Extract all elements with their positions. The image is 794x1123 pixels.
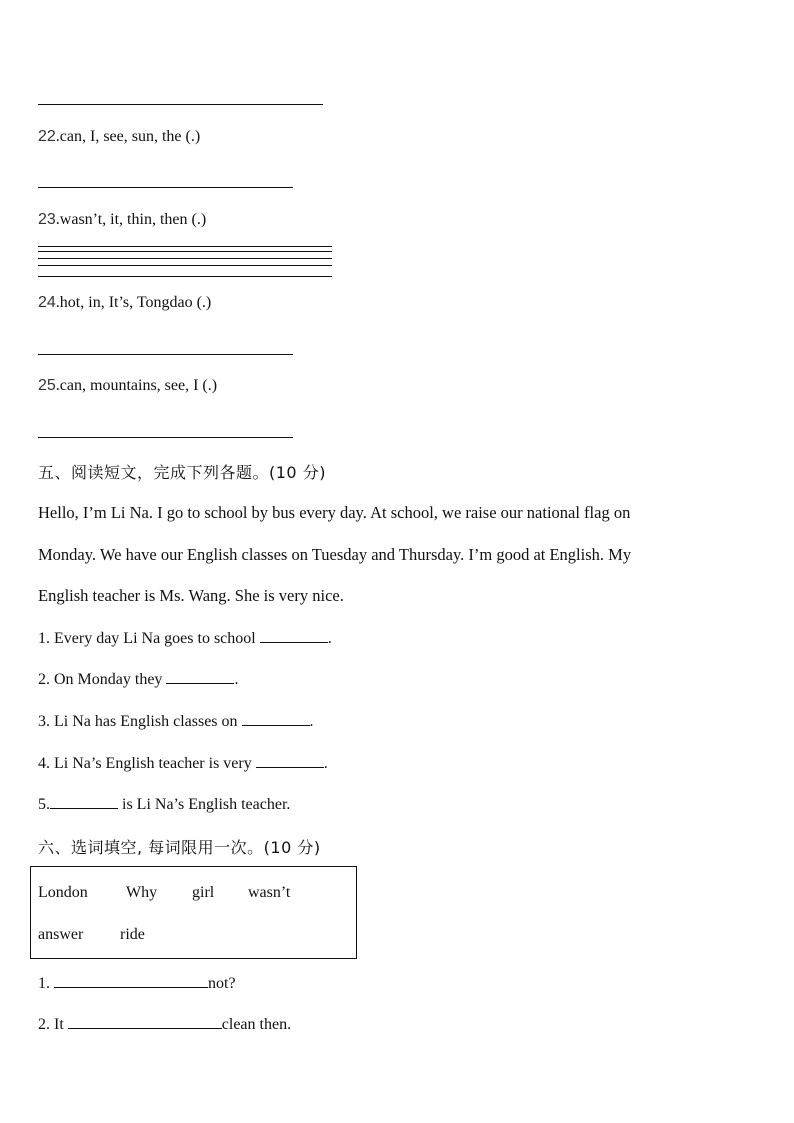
answer-blank[interactable] [166, 669, 234, 684]
question-text: .can, I, see, sun, the (.) [55, 128, 201, 145]
section-6-heading: 六、选词填空, 每词限用一次。(10 分) [38, 838, 321, 857]
reading-question-1 [38, 628, 332, 648]
question-text-end: . [323, 755, 328, 772]
answer-line-23b [38, 251, 332, 252]
question-23 [38, 211, 206, 229]
question-text: 5. [38, 796, 50, 813]
question-text: 2. On Monday they [38, 671, 167, 688]
answer-line-24[interactable] [38, 354, 293, 355]
question-number: 24 [38, 294, 56, 311]
word-bank-item: wasn’t [248, 884, 291, 901]
question-text: .hot, in, It’s, Tongdao (.) [55, 294, 212, 311]
word-bank-item: Why [126, 884, 158, 901]
fill-question-2 [38, 1014, 291, 1034]
answer-blank[interactable] [242, 711, 310, 726]
word-bank-item: girl [192, 884, 215, 901]
reading-question-3 [38, 711, 314, 731]
word-bank-item: London [38, 884, 88, 901]
reading-question-2 [38, 669, 238, 689]
question-number: 23 [38, 211, 56, 228]
question-24 [38, 294, 211, 312]
answer-blank[interactable] [260, 628, 328, 643]
answer-line-23d [38, 265, 332, 266]
word-bank-item: ride [120, 926, 145, 943]
question-text-end: . [309, 713, 314, 730]
question-text: 2. It [38, 1016, 68, 1033]
question-text: .can, mountains, see, I (.) [55, 377, 218, 394]
question-text: 1. Every day Li Na goes to school [38, 630, 260, 647]
question-text: 4. Li Na’s English teacher is very [38, 755, 256, 772]
question-number: 22 [38, 128, 56, 145]
question-number: 25 [38, 377, 56, 394]
question-text-end: not? [208, 975, 236, 992]
question-text-end: . [327, 630, 332, 647]
word-bank-item: answer [38, 926, 84, 943]
word-bank [30, 866, 357, 959]
question-text-end: is Li Na’s English teacher. [118, 796, 291, 813]
answer-line-23a[interactable] [38, 246, 332, 247]
question-text: 1. [38, 975, 54, 992]
question-text: .wasn’t, it, thin, then (.) [55, 211, 207, 228]
question-25 [38, 377, 217, 395]
answer-blank[interactable] [50, 794, 118, 809]
question-text-end: . [234, 671, 239, 688]
answer-line-22[interactable] [38, 187, 293, 188]
fill-question-1 [38, 973, 236, 993]
question-text-end: clean then. [221, 1016, 292, 1033]
reading-question-4 [38, 753, 328, 773]
answer-line-25[interactable] [38, 437, 293, 438]
reading-question-5 [38, 794, 290, 814]
passage-line-1: Hello, I’m Li Na. I go to school by bus every day. At school, we raise our national flag on [38, 503, 631, 522]
answer-blank[interactable] [68, 1014, 222, 1029]
answer-line-23e [38, 276, 332, 277]
answer-line-21[interactable] [38, 104, 323, 105]
section-5-heading: 五、阅读短文，完成下列各题。(10 分) [38, 463, 326, 482]
passage-line-2: Monday. We have our English classes on Tuesday and Thursday. I’m good at English. My [38, 545, 632, 564]
question-text: 3. Li Na has English classes on [38, 713, 242, 730]
answer-blank[interactable] [256, 753, 324, 768]
passage-line-3: English teacher is Ms. Wang. She is very nice. [38, 586, 344, 605]
answer-line-23c [38, 258, 332, 259]
answer-blank[interactable] [54, 973, 208, 988]
question-22 [38, 128, 200, 146]
